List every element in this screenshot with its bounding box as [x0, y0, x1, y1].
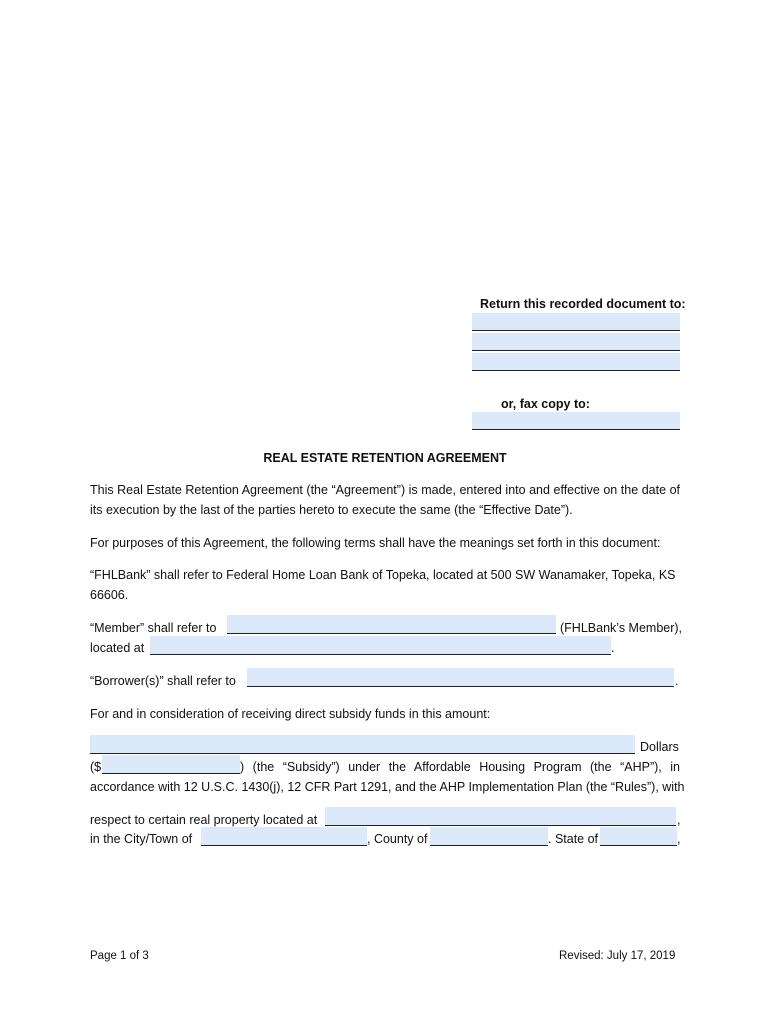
state-comma: ,	[677, 832, 681, 846]
accordance-text: accordance with 12 U.S.C. 1430(j), 12 CFR Part 1291, and the AHP Implementation Plan (the “Rules”), with	[90, 780, 685, 794]
located-at-label: located at	[90, 641, 145, 655]
city-label: in the City/Town of	[90, 832, 193, 846]
dollar-open: ($	[90, 760, 102, 774]
dollars-label: Dollars	[640, 740, 679, 754]
county-field[interactable]	[430, 827, 548, 845]
purposes-paragraph: For purposes of this Agreement, the following terms shall have the meanings set forth in this document:	[90, 536, 661, 550]
fhlbank-paragraph: “FHLBank” shall refer to Federal Home Loan Bank of Topeka, located at 500 SW Wanamaker, Topeka, KS 66606.	[90, 568, 676, 602]
city-town-rule	[201, 845, 367, 846]
member-location-field[interactable]	[150, 636, 611, 654]
amount-words-rule	[90, 753, 635, 754]
amount-number-field[interactable]	[102, 755, 240, 773]
property-label: respect to certain real property located at	[90, 813, 318, 827]
return-address-line-2[interactable]	[472, 333, 680, 351]
revised-date: Revised: July 17, 2019	[559, 950, 676, 962]
member-name-rule	[227, 633, 556, 634]
member-suffix: (FHLBank’s Member),	[560, 621, 683, 635]
county-label: , County of	[367, 832, 428, 846]
return-address-line-3-rule	[472, 370, 680, 371]
member-name-field[interactable]	[227, 615, 556, 633]
member-location-rule	[150, 654, 611, 655]
borrower-name-field[interactable]	[247, 668, 674, 686]
return-address-line-1[interactable]	[472, 313, 680, 331]
fax-number-rule	[472, 429, 680, 430]
state-label: . State of	[548, 832, 599, 846]
document-title: REAL ESTATE RETENTION AGREEMENT	[263, 451, 507, 465]
property-location-field[interactable]	[325, 807, 676, 825]
intro-paragraph: This Real Estate Retention Agreement (the “Agreement”) is made, entered into and effective on the date of its execution by the last of the parties hereto to execute the same (the “Effective Date”).	[90, 483, 680, 517]
located-at-period: .	[611, 641, 615, 655]
return-address-line-3[interactable]	[472, 353, 680, 371]
subsidy-text: ) (the “Subsidy”) under the Affordable Housing Program (the “AHP”), in	[240, 760, 680, 774]
return-address-line-2-rule	[472, 350, 680, 351]
state-rule	[600, 845, 677, 846]
amount-words-field[interactable]	[90, 735, 635, 753]
county-rule	[430, 845, 548, 846]
amount-number-rule	[102, 773, 240, 774]
consideration-text: For and in consideration of receiving direct subsidy funds in this amount:	[90, 707, 491, 721]
member-label: “Member” shall refer to	[90, 621, 217, 635]
return-address-line-1-rule	[472, 330, 680, 331]
fax-heading: or, fax copy to:	[501, 397, 590, 411]
borrower-label: “Borrower(s)” shall refer to	[90, 674, 236, 688]
borrower-period: .	[675, 674, 679, 688]
page-number: Page 1 of 3	[90, 950, 149, 962]
city-town-field[interactable]	[201, 827, 367, 845]
fax-number-field[interactable]	[472, 412, 680, 430]
return-heading: Return this recorded document to:	[480, 297, 686, 311]
state-field[interactable]	[600, 827, 677, 845]
property-comma: ,	[677, 813, 681, 827]
property-location-rule	[325, 825, 676, 826]
borrower-name-rule	[247, 686, 674, 687]
